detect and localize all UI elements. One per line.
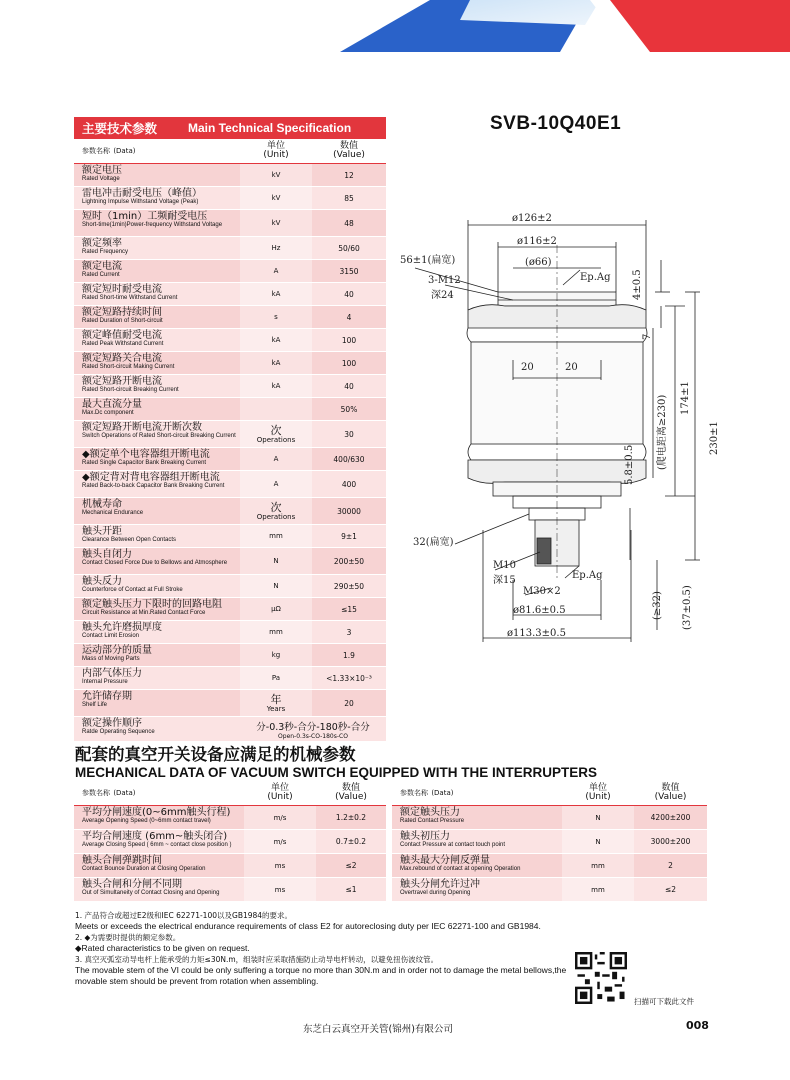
spec-row-sequence: [74, 717, 386, 742]
mech-left-header: [74, 781, 386, 806]
spec.rows-value: 40: [344, 289, 354, 299]
spec.rows-name-cn: 额定短时耐受电流: [82, 284, 162, 295]
dim-20b: 20: [565, 362, 578, 373]
spec.rows-unit: A: [273, 267, 279, 275]
mech.left-name-en: Average Opening Speed (0~6mm contact travel): [82, 818, 211, 824]
spec.rows-unit: 年: [270, 692, 282, 706]
spec.rows-unit: kA: [271, 336, 281, 344]
spec.rows-name-en: Rated Back-to-back Capacitor Bank Breaking Current: [82, 483, 225, 489]
mech-right-col-unit-en: (Unit): [585, 792, 611, 802]
mech.left-value: 1.2±0.2: [335, 813, 367, 822]
mech-left-col-unit-en: (Unit): [267, 792, 293, 802]
spec.rows-name-en: Rated Short-time Withstand Current: [82, 295, 178, 301]
mech.left-value: ≤2: [345, 861, 357, 870]
spec.rows-row: [74, 237, 386, 260]
mech-left-col-param-en: (Data): [113, 789, 136, 797]
mech.right-unit: N: [595, 837, 601, 846]
mech.left-value: 0.7±0.2: [335, 837, 367, 846]
page-number: 008: [686, 1019, 709, 1032]
spec.rows-unit: s: [274, 313, 278, 321]
note-2-cn: 2. ◆为需要时提供的额定参数。: [75, 933, 181, 942]
spec.rows-name-en: Short-time(1min)Power-frequency Withstand Voltage: [82, 222, 223, 228]
mech.right-name-cn: 触头初压力: [400, 831, 450, 842]
note-3-en: The movable stem of the VI could be only suffering a torque no more than 30N.m and in order not to damage the metal bellows,the movable stem should be prevent from rotation when assembling.: [75, 965, 567, 986]
spec.rows-name-en: Max.Dc component: [82, 410, 134, 416]
spec.rows-unit: kV: [271, 194, 281, 202]
note-1-en: Meets or exceeds the electrical endurance requirements of class E2 for autoreclosing duty per IEC 62271-100 and GB1984.: [75, 921, 541, 931]
dim-174: 174±1: [680, 381, 691, 415]
spec.rows-name-cn: 额定短路开断电流开断次数: [82, 422, 202, 433]
dim-epag-top: Ep.Ag: [580, 272, 611, 283]
spec-column-header: [74, 139, 386, 164]
dim-230: 230±1: [709, 421, 720, 455]
spec.rows-unit: A: [273, 480, 279, 488]
mech.right-row: [392, 854, 707, 878]
mech-title-en: MECHANICAL DATA OF VACUUM SWITCH EQUIPPED WITH THE INTERRUPTERS: [75, 765, 597, 780]
dim-m10: M10: [493, 560, 516, 571]
spec.rows-unit: kg: [271, 651, 281, 659]
spec.rows-name-cn: 额定短路关合电流: [82, 353, 162, 364]
spec.rows-name-en: Lightning Impulse Withstand Voltage (Peak): [82, 199, 199, 205]
mech.left-unit: ms: [274, 885, 286, 894]
mech.left-name-en: Contact Bounce Duration at Closing Operation: [82, 866, 206, 872]
qr-code[interactable]: [575, 952, 627, 1004]
note-1-cn: 1. 产品符合或超过E2级和IEC 62271-100以及GB1984的要求。: [75, 911, 293, 920]
mech-right-header: [392, 781, 707, 806]
mech.left-name-cn: 触头合闸和分闸不同期: [82, 879, 182, 890]
spec-header: [74, 117, 386, 139]
notes: [75, 910, 575, 987]
seq-label-en: Ratde Operating Sequence: [82, 729, 155, 735]
spec.rows-value: ≤15: [341, 604, 357, 614]
mech.right-name-en: Contact Pressure at contact touch point: [400, 842, 506, 848]
spec.rows-unit: mm: [269, 532, 283, 540]
spec.rows-name-cn: 内部气体压力: [82, 668, 142, 679]
spec.rows-name-en: Rated Current: [82, 272, 120, 278]
spec.rows-value: 200±50: [333, 556, 365, 566]
spec.rows-row: [74, 471, 386, 498]
spec-rows: [74, 164, 386, 717]
spec.rows-value: 400/630: [333, 454, 365, 464]
spec.rows-name-en: Rated Single Capacitor Bank Breaking Current: [82, 460, 207, 466]
spec.rows-value: 40: [344, 381, 354, 391]
spec.rows-row: [74, 352, 386, 375]
spec.rows-row: [74, 448, 386, 471]
spec.rows-name-en: Switch Operations of Rated Short-circuit Breaking Current: [82, 433, 236, 439]
dim-deep24: 深24: [431, 290, 454, 301]
dim-37: (37±0.5): [682, 585, 693, 630]
mech-right-col-param: 参数名称: [400, 789, 428, 797]
note-3-cn: 3. 真空灭弧室动导电杆上能承受的力矩≤30N.m，组装时应采取措施防止动导电杆转动，以避免扭伤波纹管。: [75, 955, 439, 964]
dim-d1133: ø113.3±0.5: [507, 628, 566, 639]
dim-d816: ø81.6±0.5: [513, 605, 566, 616]
spec.rows-unit: kV: [271, 219, 281, 227]
spec.rows-value: 3150: [339, 266, 359, 276]
spec.rows-name-cn: 雷电冲击耐受电压（峰值）: [82, 188, 202, 199]
spec.rows-value: 20: [344, 698, 354, 708]
spec.rows-name-en: Mass of Moving Parts: [82, 656, 140, 662]
spec.rows-value: 3: [346, 627, 352, 637]
mech.left-name-cn: 触头合闸弹跳时间: [82, 855, 162, 866]
dim-d66: (ø66): [525, 257, 552, 268]
spec.rows-unit: N: [273, 557, 279, 565]
mech.left-name-cn: 平均合闸速度 (6mm~触头闭合): [82, 831, 228, 842]
spec.rows-row: [74, 621, 386, 644]
model-number: SVB-10Q40E1: [490, 113, 622, 134]
spec.rows-unit: 次: [270, 423, 282, 437]
mech.right-value: 2: [668, 861, 673, 870]
mech.left-row: [74, 854, 386, 878]
spec.rows-row: [74, 375, 386, 398]
dim-epag-bottom: Ep.Ag: [572, 570, 603, 581]
mech.left-row: [74, 878, 386, 902]
spec.rows-unit: Pa: [271, 674, 281, 682]
dim-58: 5.8±0.5: [624, 444, 635, 485]
spec.rows-name-en: Clearance Between Open Contacts: [82, 537, 177, 543]
mech.right-row: [392, 806, 707, 830]
spec.rows-name-en: Rated Voltage: [82, 176, 120, 182]
mech.left-unit: m/s: [273, 837, 287, 846]
spec.rows-name-en: Internal Pressure: [82, 679, 128, 685]
spec.rows-name-en: Counterforce of Contact at Full Stroke: [82, 587, 183, 593]
spec.rows-name-en: Circuit Resistance at Min.Rated Contact Force: [82, 610, 206, 616]
spec.rows-name-en: Rated Peak Withstand Current: [82, 341, 164, 347]
spec.rows-row: [74, 164, 386, 187]
spec.rows-unit: μΩ: [271, 605, 281, 613]
spec.rows-value: 30: [344, 429, 354, 439]
spec.rows-unit: Hz: [271, 244, 281, 252]
mech.left-unit: ms: [274, 861, 286, 870]
spec.rows-name-cn: 最大直流分量: [82, 399, 142, 410]
mech.right-name-en: Overtravel during Opening: [400, 890, 471, 896]
spec.rows-name-cn: 额定触头压力下限时的回路电阻: [82, 599, 222, 610]
spec.rows-value: 400: [341, 479, 357, 489]
mech.left-value: ≤1: [345, 885, 357, 894]
spec.rows-row: [74, 575, 386, 598]
mech-table-right: [392, 781, 707, 902]
spec.rows-name-cn: 短时（1min）工频耐受电压: [82, 211, 208, 222]
spec.rows-unit: 次: [270, 500, 282, 514]
spec.rows-name-cn: 触头开距: [82, 526, 122, 537]
spec.rows-unit: kA: [271, 359, 281, 367]
spec.rows-value: 50%: [340, 404, 358, 414]
spec.rows-value: 4: [346, 312, 352, 322]
spec.rows-name-cn: ◆额定单个电容器组开断电流: [82, 449, 210, 460]
mech.right-name-cn: 触头分闸允许过冲: [400, 879, 480, 890]
spec.rows-name-en: Rated Short-circuit Breaking Current: [82, 387, 179, 393]
spec.rows-row: [74, 329, 386, 352]
spec.rows-name-cn: 额定短路持续时间: [82, 307, 162, 318]
spec.rows-unit-en: Operations: [256, 512, 296, 521]
spec.rows-name-cn: 额定频率: [82, 238, 122, 249]
spec.rows-row: [74, 644, 386, 667]
spec.rows-name-cn: ◆额定背对背电容器组开断电流: [82, 472, 220, 483]
dim-d126: ø126±2: [512, 213, 552, 224]
dim-56: 56±1(扁宽): [400, 255, 456, 266]
seq-label-cn: 额定操作顺序: [82, 718, 142, 729]
mech.left-unit: m/s: [273, 813, 287, 822]
mech-left-rows: [74, 806, 386, 902]
mech.right-unit: N: [595, 813, 601, 822]
spec.rows-name-cn: 额定电流: [82, 261, 122, 272]
spec.rows-name-en: Contact Closed Force Due to Bellows and Atmosphere: [82, 560, 228, 566]
mech.right-value: ≤2: [664, 885, 677, 894]
seq-value: 分-0.3秒-合分-180秒-合分: [256, 722, 370, 733]
spec.rows-name-cn: 运动部分的质量: [82, 645, 152, 656]
spec.rows-unit-en: Operations: [256, 435, 296, 444]
mech-right-col-value: 数值: [661, 783, 680, 793]
mech.right-value: 4200±200: [650, 813, 691, 822]
spec.rows-name-en: Rated Duration of Short-circuit: [82, 318, 163, 324]
dim-7: 7: [642, 333, 653, 340]
spec.rows-name-cn: 额定峰值耐受电流: [82, 330, 162, 341]
dim-d116: ø116±2: [517, 236, 557, 247]
mech-title-cn: 配套的真空开关设备应满足的机械参数: [75, 745, 356, 764]
mech.right-row: [392, 878, 707, 902]
spec.rows-row: [74, 306, 386, 329]
spec.rows-value: 85: [344, 193, 354, 203]
spec.rows-row: [74, 210, 386, 237]
dim-4: 4±0.5: [632, 269, 643, 300]
spec.rows-row: [74, 398, 386, 421]
spec.rows-name-en: Rated Frequency: [82, 249, 129, 255]
mech-right-rows: [392, 806, 707, 902]
spec.rows-name-en: Contact Limit Erosion: [82, 633, 140, 639]
col-param: 参数名称: [82, 147, 110, 155]
spec.rows-value: 100: [341, 358, 357, 368]
spec.rows-unit: N: [273, 582, 279, 590]
col-unit-en: (Unit): [263, 150, 289, 160]
spec.rows-name-cn: 允许储存期: [82, 691, 132, 702]
dim-m30: M30×2: [523, 586, 561, 597]
mech-left-col-param: 参数名称: [82, 789, 110, 797]
mech-right-col-value-en: (Value): [654, 792, 687, 802]
mech.right-value: 3000±200: [650, 837, 691, 846]
spec.rows-unit: A: [273, 455, 279, 463]
spec.rows-name-en: Mechanical Endurance: [82, 510, 144, 516]
spec.rows-value: 50/60: [338, 243, 360, 253]
mech-left-col-value: 数值: [341, 783, 360, 793]
footer-company: 东芝白云真空开关管(锦州)有限公司: [303, 1024, 453, 1035]
spec-title-cn: 主要技术参数: [82, 121, 158, 136]
seq-value-en: Open-0.3s-CO-180s-CO: [278, 733, 348, 740]
spec.rows-value: 48: [344, 218, 354, 228]
mech.left-row: [74, 806, 386, 830]
spec.rows-name-cn: 机械寿命: [82, 499, 122, 510]
spec.rows-unit-en: Years: [266, 704, 286, 713]
mech-title: [75, 745, 597, 781]
spec.rows-unit: kA: [271, 382, 281, 390]
spec.rows-name-cn: 触头允许磨损厚度: [82, 622, 162, 633]
mech.left-name-cn: 平均分闸速度(0~6mm触头行程): [82, 807, 231, 818]
col-param-en: (Data): [113, 147, 136, 155]
main-spec-table: [74, 117, 386, 742]
spec.rows-value: 290±50: [333, 581, 365, 591]
spec.rows-name-en: Rated Short-circuit Making Current: [82, 364, 175, 370]
mech-right-col-param-en: (Data): [431, 789, 454, 797]
spec.rows-row: [74, 525, 386, 548]
spec.rows-name-cn: 额定短路开断电流: [82, 376, 162, 387]
spec.rows-row: [74, 283, 386, 306]
spec.rows-name-en: Shelf Life: [82, 702, 108, 708]
spec.rows-value: 12: [344, 170, 354, 180]
spec.rows-unit: kA: [271, 290, 281, 298]
spec.rows-name-cn: 触头反力: [82, 576, 122, 587]
col-unit: 单位: [266, 141, 285, 151]
spec.rows-value: 100: [341, 335, 357, 345]
dim-32: 32(扁宽): [413, 537, 454, 548]
mech.right-name-cn: 触头最大分闸反弹量: [400, 855, 490, 866]
spec.rows-value: <1.33×10⁻³: [326, 673, 372, 683]
dim-creep: (爬电距离≥230): [657, 394, 668, 470]
dim-deep15: 深15: [493, 575, 516, 586]
mech.right-name-en: Max.rebound of contact at opening Operation: [400, 866, 521, 872]
spec.rows-unit: kV: [271, 171, 281, 179]
mech.right-unit: mm: [591, 885, 605, 894]
spec.rows-value: 9±1: [341, 531, 357, 541]
mech.left-name-en: Out of Simultaneity of Contact Closing and Opening: [82, 890, 220, 896]
mech.left-row: [74, 830, 386, 854]
interrupter-drawing: [395, 200, 735, 660]
header-decoration: [0, 0, 790, 60]
mech-table-left: [74, 781, 386, 902]
note-2-en: ◆Rated characteristics to be given on request.: [75, 943, 250, 953]
spec.rows-row: [74, 690, 386, 717]
mech.right-unit: mm: [591, 861, 605, 870]
spec.rows-row: [74, 667, 386, 690]
spec-title-en: Main Technical Specification: [188, 121, 352, 135]
dim-20a: 20: [521, 362, 534, 373]
spec.rows-row: [74, 498, 386, 525]
spec.rows-row: [74, 260, 386, 283]
mech-left-col-value-en: (Value): [335, 792, 367, 802]
col-value-en: (Value): [333, 150, 365, 160]
col-value: 数值: [339, 141, 358, 151]
dim-ge32: (≥32): [652, 591, 663, 620]
mech-right-col-unit: 单位: [588, 783, 607, 793]
spec.rows-name-cn: 额定电压: [82, 165, 122, 176]
spec.rows-unit: mm: [269, 628, 283, 636]
spec.rows-row: [74, 548, 386, 575]
mech.right-name-cn: 额定触头压力: [400, 807, 460, 818]
spec.rows-value: 1.9: [343, 650, 355, 660]
spec.rows-name-cn: 触头自闭力: [82, 549, 132, 560]
mech.right-row: [392, 830, 707, 854]
mech.left-name-en: Average Closing Speed ( 6mm ~ contact close position ): [82, 842, 232, 848]
spec.rows-row: [74, 421, 386, 448]
spec.rows-row: [74, 598, 386, 621]
mech.right-name-en: Rated Contact Pressure: [400, 818, 465, 824]
spec.rows-value: 30000: [337, 506, 361, 516]
spec.rows-row: [74, 187, 386, 210]
qr-label: 扫描可下载此文件: [634, 997, 694, 1006]
mech-left-col-unit: 单位: [270, 783, 289, 793]
dim-m12: 3-M12: [428, 275, 461, 286]
